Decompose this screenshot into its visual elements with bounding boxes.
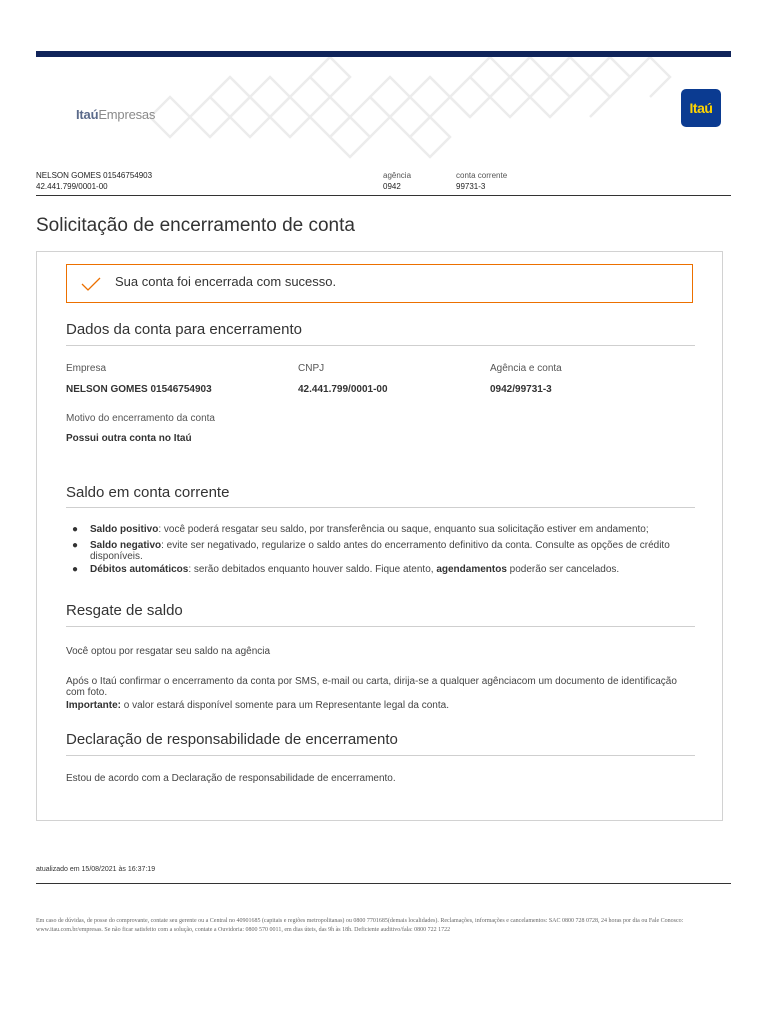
section-title-resgate: Resgate de saldo <box>66 602 183 619</box>
itau-logo: Itaú <box>681 89 721 127</box>
list-item: ● Saldo positivo: você poderá resgatar seu saldo, por transferência ou saque, enquanto sua solicitação estiver em andamento; <box>72 524 649 535</box>
conta-label: conta corrente <box>456 171 508 180</box>
cnpj-value: 42.441.799/0001-00 <box>298 384 388 395</box>
list-item: ● Débitos automáticos: serão debitados enquanto houver saldo. Fique atento, agendamentos poderão ser cancelados. <box>72 564 620 575</box>
agencia-conta-value: 0942/99731-3 <box>490 384 552 395</box>
updated-timestamp: atualizado em 15/08/2021 às 16:37:19 <box>36 866 156 873</box>
section-divider <box>66 507 695 508</box>
empresa-label: Empresa <box>66 363 107 374</box>
resgate-option-text: Você optou por resgatar seu saldo na agência <box>66 646 271 657</box>
bullet-icon: ● <box>72 564 79 575</box>
conta-value: 99731-3 <box>456 182 486 191</box>
company-cnpj: 42.441.799/0001-00 <box>36 182 108 191</box>
header-decorative-pattern <box>150 57 710 162</box>
footer-notice: Em caso de dúvidas, de posse do comprovante, contate seu gerente ou a Central no 40901685 (capitais e regiões metropolitanas) ou 0800 7701685(demais localidades). Reclamações, informações e cancelamentos: SAC 0800 728 0728, 24 horas por dia ou Fale Conosco: www.itau.com.br/empresas. Se não ficar satisfeito com a solução, contate a Ouvidoria: 0800 570 0011, em dias úteis, das 9h às 18h. Deficiente auditivo/fala: 0800 722 1722 <box>36 918 684 933</box>
page-title: Solicitação de encerramento de conta <box>36 215 355 236</box>
company-name: NELSON GOMES 01546754903 <box>36 171 153 180</box>
section-divider <box>66 626 695 627</box>
motivo-value: Possui outra conta no Itaú <box>66 433 192 444</box>
section-divider <box>66 345 695 346</box>
resgate-important-note: Importante: o valor estará disponível somente para um Representante legal da conta. <box>66 700 449 711</box>
itau-empresas-brand: ItaúEmpresas <box>76 107 156 122</box>
section-title-saldo: Saldo em conta corrente <box>66 484 230 501</box>
success-message: Sua conta foi encerrada com sucesso. <box>115 274 337 289</box>
header-divider <box>36 195 731 196</box>
bullet-icon: ● <box>72 524 79 535</box>
check-icon <box>67 265 115 302</box>
declaracao-text: Estou de acordo com a Declaração de responsabilidade de encerramento. <box>66 773 396 784</box>
section-title-dados: Dados da conta para encerramento <box>66 321 302 338</box>
empresa-value: NELSON GOMES 01546754903 <box>66 384 212 395</box>
section-divider <box>66 755 695 756</box>
account-holder-info <box>36 170 152 192</box>
bullet-icon: ● <box>72 540 79 551</box>
resgate-instructions: Após o Itaú confirmar o encerramento da conta por SMS, e-mail ou carta, dirija-se a qualquer agênciacom um documento de identificação com foto. <box>66 676 677 698</box>
list-item: ● Saldo negativo: evite ser negativado, regularize o saldo antes do encerramento definitivo da conta. Consulte as opções de crédito disponíveis. <box>72 540 670 562</box>
cnpj-label: CNPJ <box>298 363 325 374</box>
agencia-label: agência <box>383 171 412 180</box>
agencia-value: 0942 <box>383 182 401 191</box>
conta-info <box>456 170 507 192</box>
section-title-declaracao: Declaração de responsabilidade de encerramento <box>66 731 398 748</box>
success-alert <box>66 264 693 303</box>
agencia-conta-label: Agência e conta <box>490 363 562 374</box>
agencia-info <box>383 170 411 192</box>
footer-divider <box>36 883 731 884</box>
motivo-label: Motivo do encerramento da conta <box>66 413 215 424</box>
